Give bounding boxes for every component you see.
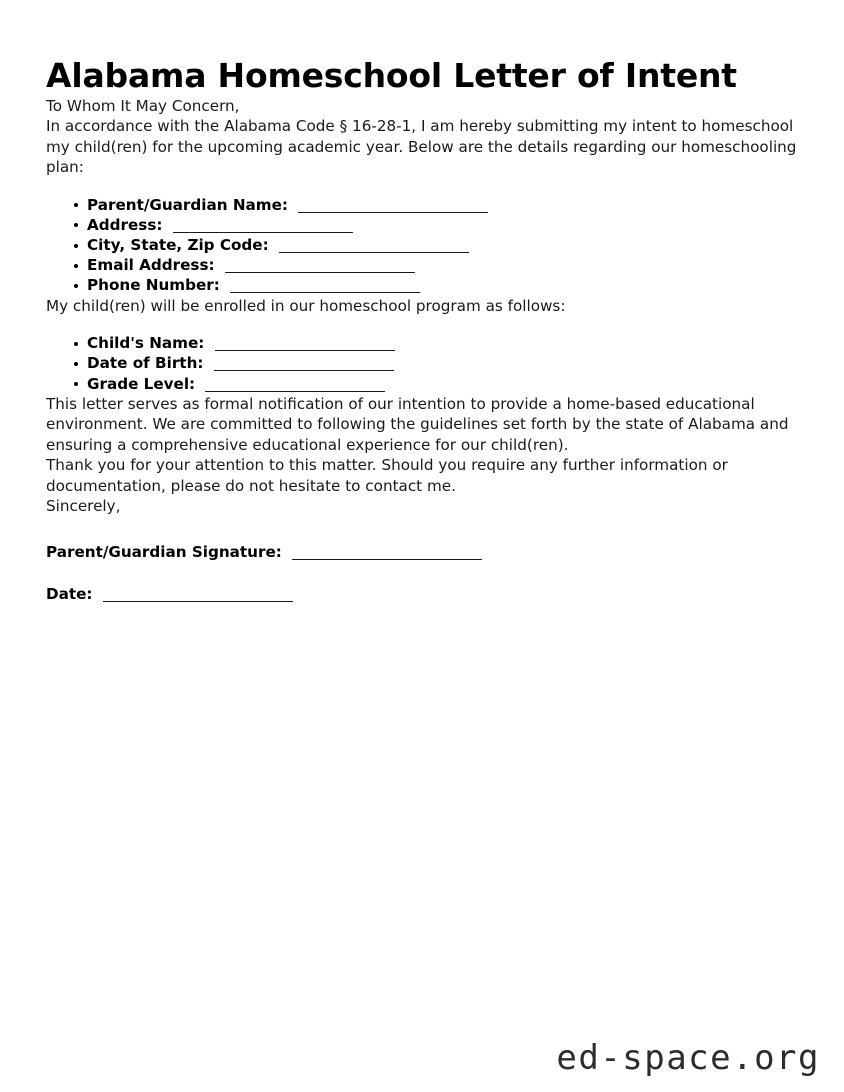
field-label-address: Address: <box>87 215 163 234</box>
list-item <box>46 374 798 394</box>
enrollment-intro-paragraph: My child(ren) will be enrolled in our homeschool program as follows: <box>46 296 566 315</box>
field-input-grade-level[interactable] <box>205 391 385 392</box>
list-item <box>46 235 798 255</box>
formal-notice-paragraph: This letter serves as formal notification of our intention to provide a home-based educational environment. We are committed to following the guidelines set forth by the state of Alabama and ensuring a comprehensive educational experience for our child(ren). <box>46 394 789 454</box>
field-label-email-address: Email Address: <box>87 256 215 275</box>
field-label-child-name: Child's Name: <box>87 334 205 353</box>
field-input-date-of-birth[interactable] <box>214 370 394 371</box>
field-input-email-address[interactable] <box>225 272 415 273</box>
field-label-parent-name: Parent/Guardian Name: <box>87 195 288 214</box>
bullet-icon <box>74 203 78 207</box>
bullet-icon <box>74 284 78 288</box>
list-item <box>46 275 798 295</box>
date-label: Date: <box>46 585 93 604</box>
list-item <box>46 353 798 373</box>
salutation: To Whom It May Concern, <box>46 96 240 115</box>
signature-input[interactable] <box>292 559 482 560</box>
site-watermark: ed-space.org <box>556 1038 820 1078</box>
bullet-icon <box>74 244 78 248</box>
field-label-city-state-zip: City, State, Zip Code: <box>87 236 269 254</box>
parent-guardian-field-list <box>46 195 798 296</box>
bullet-icon <box>74 342 78 346</box>
list-item <box>46 333 798 353</box>
field-input-city-state-zip[interactable] <box>279 252 469 253</box>
list-item <box>46 195 798 215</box>
field-label-phone-number: Phone Number: <box>87 276 220 295</box>
date-input[interactable] <box>103 601 293 602</box>
page-title: Alabama Homeschool Letter of Intent <box>46 56 737 95</box>
bullet-icon <box>74 362 78 366</box>
closing-paragraph: Thank you for your attention to this matter. Should you require any further information or documentation, please do not hesitate to contact me. <box>46 456 728 495</box>
list-item <box>46 215 798 235</box>
signature-label: Parent/Guardian Signature: <box>46 542 282 561</box>
field-input-address[interactable] <box>173 232 353 233</box>
field-input-phone-number[interactable] <box>230 292 420 293</box>
list-item <box>46 255 798 275</box>
document-body <box>46 0 798 605</box>
child-field-list <box>46 333 798 394</box>
field-label-grade-level: Grade Level: <box>87 374 196 393</box>
bullet-icon <box>74 264 78 268</box>
field-input-child-name[interactable] <box>215 350 395 351</box>
intro-paragraph: In accordance with the Alabama Code § 16-28-1, I am hereby submitting my intent to homeschool my child(ren) for the upcoming academic year. Below are the details regarding our homeschooling plan: <box>46 117 797 177</box>
field-input-parent-name[interactable] <box>298 212 488 213</box>
date-row <box>46 584 798 605</box>
bullet-icon <box>74 382 78 386</box>
signature-row <box>46 542 798 563</box>
field-label-date-of-birth: Date of Birth: <box>87 354 204 373</box>
bullet-icon <box>74 223 78 227</box>
sincerely-line: Sincerely, <box>46 497 121 516</box>
